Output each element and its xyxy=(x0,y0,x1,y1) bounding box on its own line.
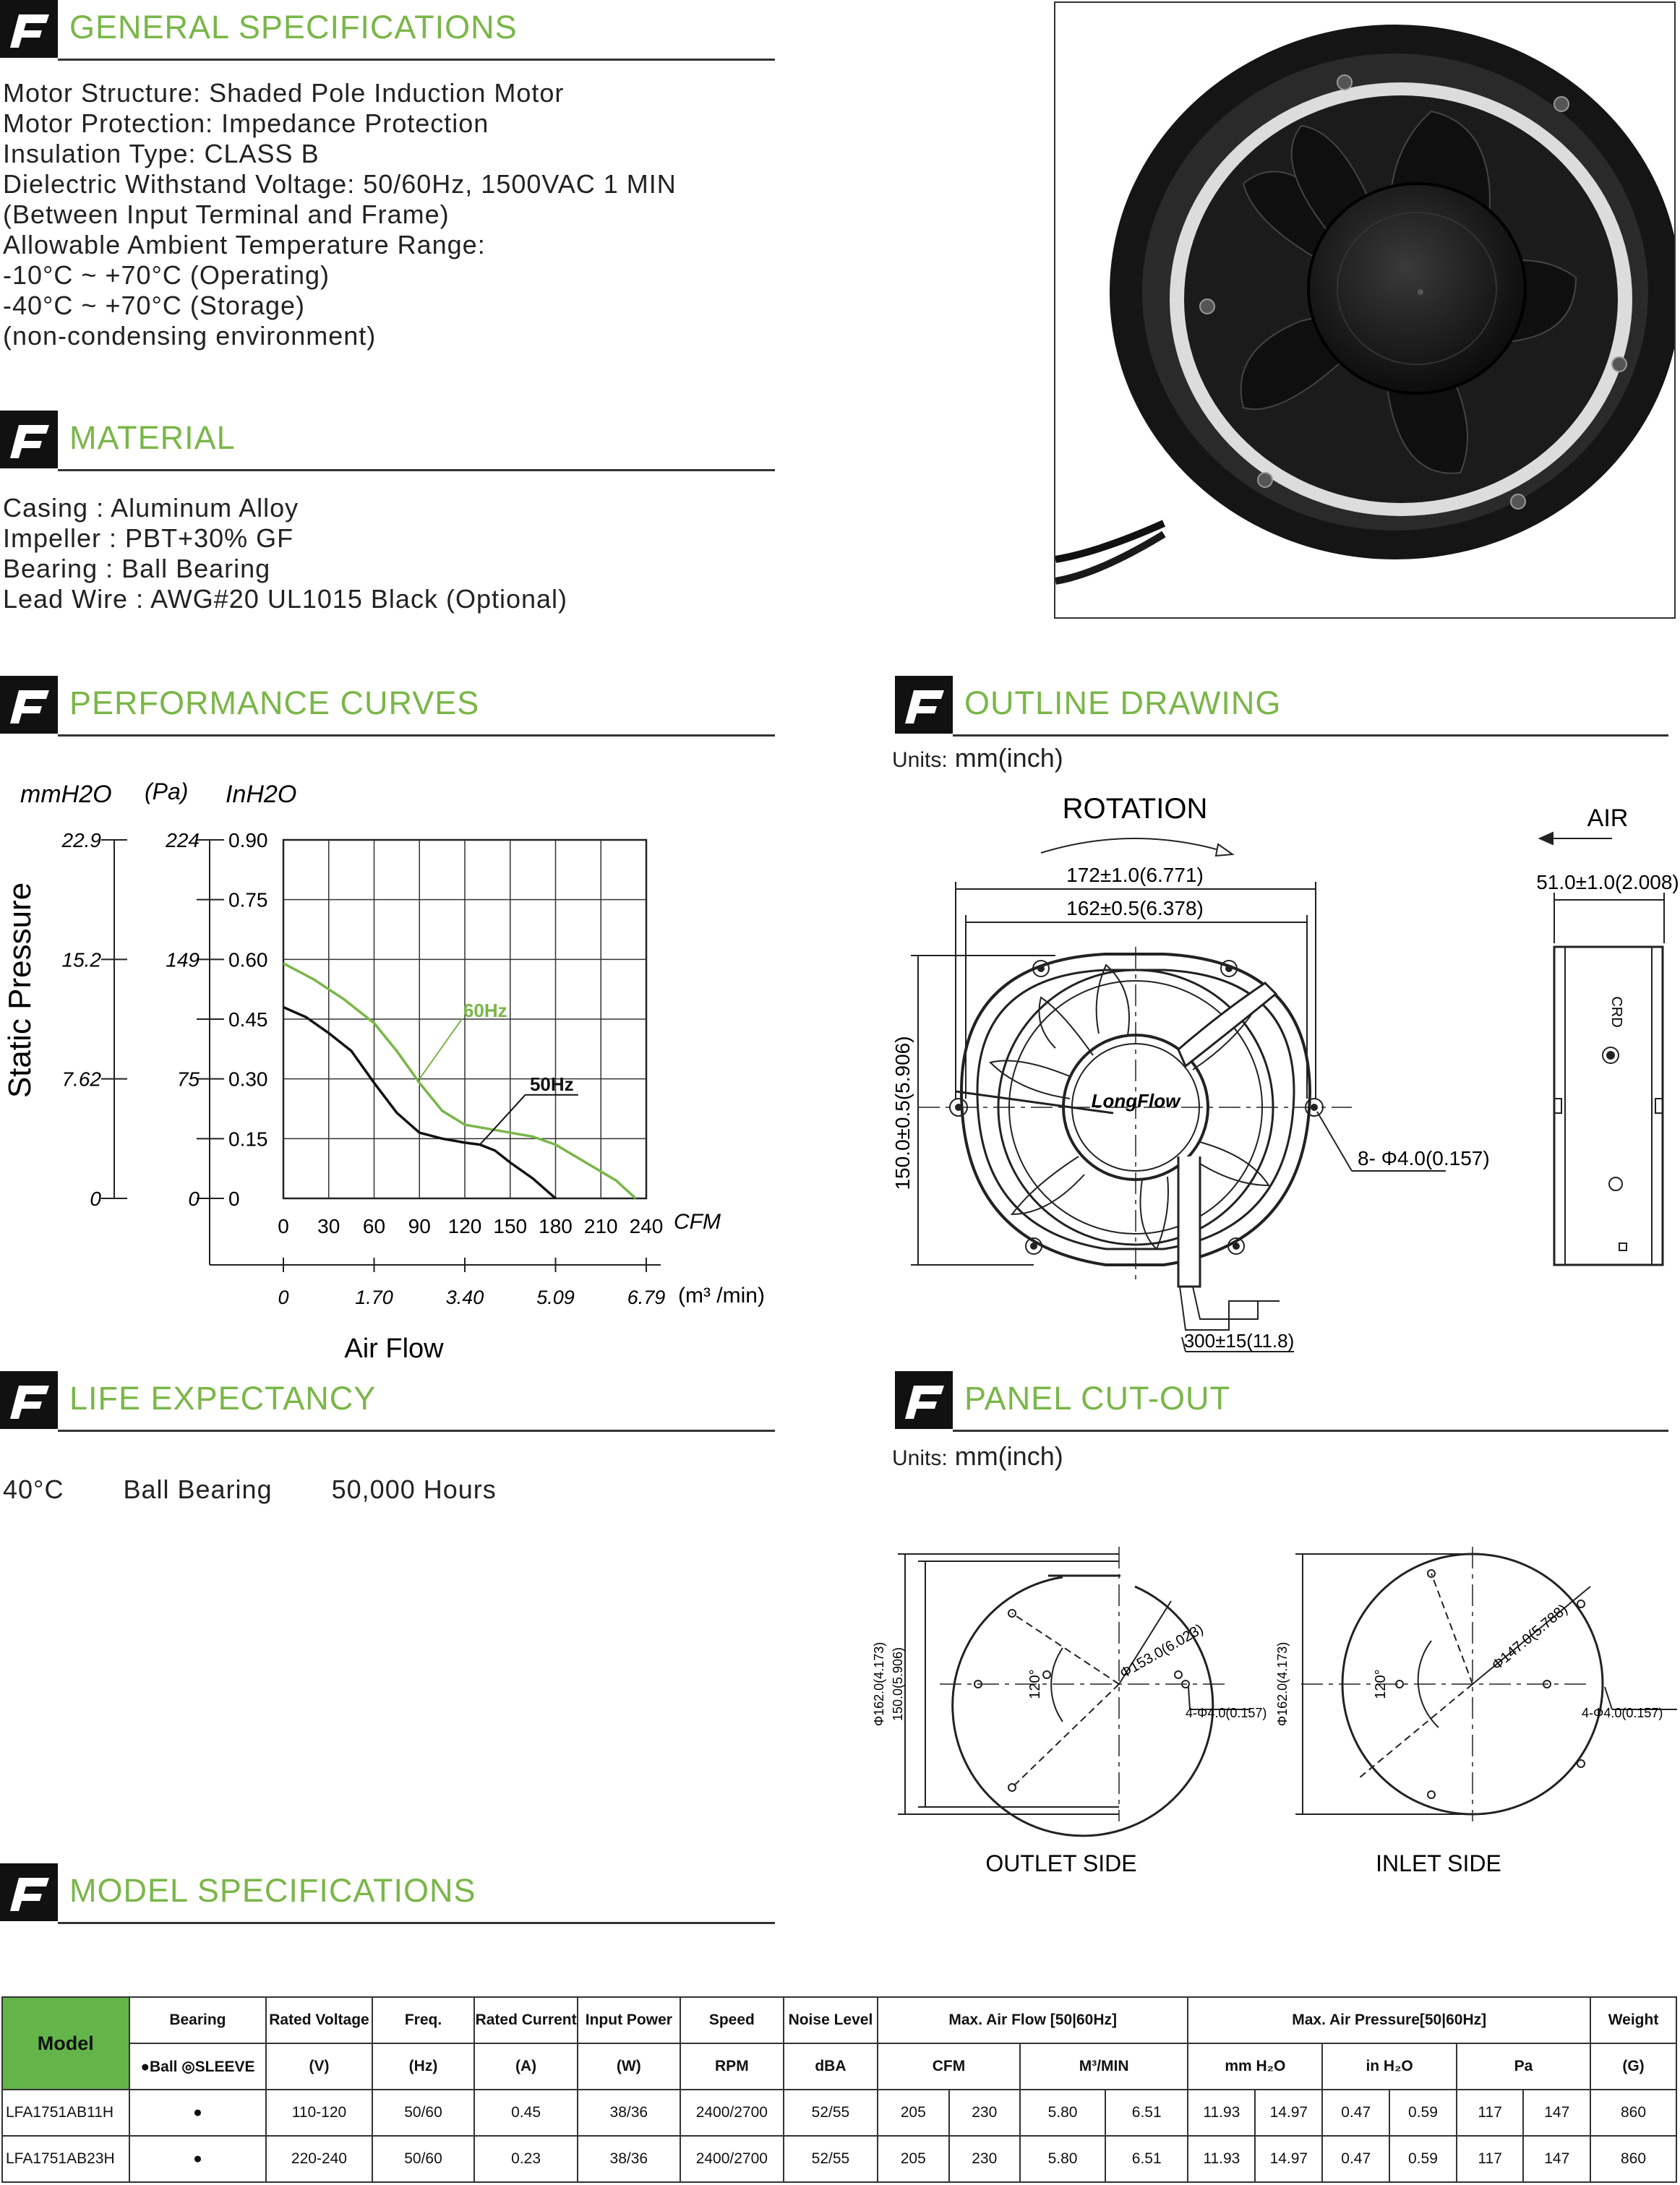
header-freq: Freq. xyxy=(372,1997,475,2043)
y-tick-label-inh2o: 0.30 xyxy=(228,1068,268,1091)
y-tick-label-mmh2o: 0 xyxy=(90,1188,101,1210)
cell-mm-50: 11.93 xyxy=(1188,2090,1255,2136)
subheader-voltage: (V) xyxy=(266,2043,372,2090)
cell-cfm-60: 230 xyxy=(949,2090,1020,2136)
header-flow: Max. Air Flow [50|60Hz] xyxy=(878,1997,1188,2043)
y-tick-label-pa: 75 xyxy=(176,1068,200,1091)
y-tick-label-pa: 224 xyxy=(166,829,200,851)
section-header-material xyxy=(0,411,775,471)
header-current: Rated Current xyxy=(474,1997,577,2043)
cell-freq: 50/60 xyxy=(372,2136,475,2182)
subheader-power: (W) xyxy=(578,2043,680,2090)
divider xyxy=(58,1922,775,1924)
holes-label: 8- Φ4.0(0.157) xyxy=(1358,1147,1490,1169)
subheader-inh2o: in H₂O xyxy=(1322,2043,1457,2090)
brand-logo-icon xyxy=(895,676,953,734)
subheader-mmh2o: mm H₂O xyxy=(1188,2043,1322,2090)
series-line-60Hz xyxy=(283,963,635,1198)
outlet-holes: 4-Φ4.0(0.157) xyxy=(1186,1706,1267,1720)
divider xyxy=(58,734,775,737)
cell-voltage: 110-120 xyxy=(266,2090,372,2136)
dim-162: 162±0.5(6.378) xyxy=(1066,897,1204,919)
header-power: Input Power xyxy=(578,1997,680,2043)
y-tick-label-inh2o: 0 xyxy=(228,1188,240,1210)
spec-line: Motor Structure: Shaded Pole Induction Motor xyxy=(3,78,565,108)
section-title: PANEL CUT-OUT xyxy=(964,1380,1231,1417)
material-line: Casing : Aluminum Alloy xyxy=(3,493,299,523)
section-header-outline xyxy=(895,676,1668,737)
section-title: PERFORMANCE CURVES xyxy=(69,684,480,721)
material-text xyxy=(3,493,567,614)
y-tick-label-inh2o: 0.90 xyxy=(228,829,268,851)
x2-tick-label: 3.40 xyxy=(445,1287,484,1308)
leader-60hz xyxy=(419,1019,462,1079)
table-row xyxy=(2,2090,1676,2136)
air-label: AIR xyxy=(1587,804,1629,832)
subheader-noise: dBA xyxy=(784,2043,878,2090)
cell-noise: 52/55 xyxy=(784,2136,878,2182)
brand-logo-icon xyxy=(0,676,58,734)
x-tick-label: 0 xyxy=(278,1215,289,1237)
y-tick-label-inh2o: 0.45 xyxy=(228,1008,268,1031)
x-tick-label: 240 xyxy=(629,1215,664,1237)
cell-weight: 860 xyxy=(1590,2136,1676,2182)
cell-m3-50: 5.80 xyxy=(1020,2136,1105,2182)
x2-unit: (m³ /min) xyxy=(678,1284,765,1308)
cell-pa-60: 147 xyxy=(1523,2090,1590,2136)
header-noise: Noise Level xyxy=(784,1997,878,2043)
dim-51: 51.0±1.0(2.008) xyxy=(1536,871,1679,893)
section-title: GENERAL SPECIFICATIONS xyxy=(69,9,518,46)
divider xyxy=(953,1430,1668,1432)
cell-weight: 860 xyxy=(1590,2090,1676,2136)
header-voltage: Rated Voltage xyxy=(266,1997,372,2043)
cell-model: LFA1751AB11H xyxy=(2,2090,129,2136)
cell-pa-50: 117 xyxy=(1457,2136,1524,2182)
cell-cfm-50: 205 xyxy=(878,2136,948,2182)
x2-tick-label: 1.70 xyxy=(355,1287,393,1308)
life-hours: 50,000 Hours xyxy=(331,1474,497,1504)
x-tick-label: 30 xyxy=(317,1215,340,1237)
dim-150: 150.0±0.5(5.906) xyxy=(891,1036,914,1190)
section-title: MATERIAL xyxy=(69,419,236,456)
section-header-performance xyxy=(0,676,775,737)
units-label: Units: xyxy=(892,1446,948,1470)
x-tick-label: 60 xyxy=(362,1215,386,1237)
units-label: Units: xyxy=(892,748,948,772)
brand-logo-icon xyxy=(0,411,58,468)
cell-model: LFA1751AB23H xyxy=(2,2136,129,2182)
cell-in-50: 0.47 xyxy=(1322,2136,1389,2182)
outlet-angle: 120° xyxy=(1027,1669,1043,1699)
spec-line: Motor Protection: Impedance Protection xyxy=(3,108,489,138)
spec-line: Dielectric Withstand Voltage: 50/60Hz, 1500VAC 1 MIN xyxy=(3,169,677,199)
subheader-current: (A) xyxy=(474,2043,577,2090)
x-unit-cfm: CFM xyxy=(674,1210,721,1234)
y-tick-label-pa: 149 xyxy=(166,948,200,971)
outlet-d150: 150.0(5.906) xyxy=(891,1647,905,1722)
cell-current: 0.45 xyxy=(474,2090,577,2136)
cell-speed: 2400/2700 xyxy=(680,2136,784,2182)
x2-tick-label: 5.09 xyxy=(536,1287,575,1308)
x-tick-label: 150 xyxy=(493,1215,528,1237)
panel-units xyxy=(892,1441,1063,1472)
product-photo xyxy=(1054,1,1676,619)
subheader-m3min: M³/MIN xyxy=(1020,2043,1188,2090)
cell-m3-60: 6.51 xyxy=(1105,2090,1188,2136)
table-header-row xyxy=(2,1997,1676,2043)
section-header-general xyxy=(0,0,775,61)
y-tick-label-mmh2o: 15.2 xyxy=(61,948,101,971)
fan-illustration xyxy=(1055,3,1674,617)
inlet-holes: 4-Φ4.0(0.157) xyxy=(1582,1706,1663,1720)
material-line: Lead Wire : AWG#20 UL1015 Black (Optional) xyxy=(3,584,568,614)
model-spec-table xyxy=(1,1996,1677,2183)
table-row xyxy=(2,2136,1676,2182)
divider xyxy=(58,1430,775,1432)
inlet-d162: Φ162.0(4.173) xyxy=(1275,1641,1290,1727)
spec-line: (Between Input Terminal and Frame) xyxy=(3,199,450,229)
cell-noise: 52/55 xyxy=(784,2090,878,2136)
cell-voltage: 220-240 xyxy=(266,2136,372,2182)
y-tick-label-inh2o: 0.60 xyxy=(228,948,268,971)
life-temp: 40°C xyxy=(3,1474,64,1504)
header-speed: Speed xyxy=(680,1997,784,2043)
cell-mm-60: 14.97 xyxy=(1255,2136,1322,2182)
y-tick-label-inh2o: 0.75 xyxy=(228,888,268,911)
performance-chart xyxy=(0,766,795,1373)
header-pressure: Max. Air Pressure[50|60Hz] xyxy=(1188,1997,1590,2043)
units-value: mm(inch) xyxy=(954,1441,1063,1471)
table-subheader-row xyxy=(2,2043,1676,2090)
x-axis-label: Air Flow xyxy=(344,1334,444,1364)
x-tick-label: 90 xyxy=(408,1215,431,1237)
section-title: MODEL SPECIFICATIONS xyxy=(69,1872,476,1909)
y-tick-label-pa: 0 xyxy=(188,1188,200,1210)
y-unit-pa: (Pa) xyxy=(145,778,189,804)
inlet-angle: 120° xyxy=(1373,1669,1389,1699)
x2-tick-label: 6.79 xyxy=(627,1287,666,1308)
header-bearing: Bearing xyxy=(129,1997,267,2043)
spec-line: Allowable Ambient Temperature Range: xyxy=(3,230,486,259)
subheader-weight: (G) xyxy=(1590,2043,1676,2090)
cell-speed: 2400/2700 xyxy=(680,2090,784,2136)
subheader-freq: (Hz) xyxy=(372,2043,475,2090)
cell-m3-50: 5.80 xyxy=(1020,2090,1105,2136)
brand-label: LongFlow xyxy=(1091,1090,1180,1112)
header-model: Model xyxy=(2,1997,129,2090)
y-tick-label-mmh2o: 7.62 xyxy=(61,1068,101,1091)
outlet-phi153: Φ153.0(6.023) xyxy=(1117,1620,1207,1682)
divider xyxy=(58,59,775,61)
rotation-label: ROTATION xyxy=(1062,793,1208,825)
outline-drawing xyxy=(889,781,1680,1373)
subheader-bearing: ●Ball ◎SLEEVE xyxy=(129,2043,267,2090)
series-label-60hz: 60Hz xyxy=(463,1000,507,1022)
section-title: OUTLINE DRAWING xyxy=(964,684,1282,721)
cell-freq: 50/60 xyxy=(372,2090,475,2136)
spec-line: Insulation Type: CLASS B xyxy=(3,139,320,168)
cell-pa-60: 147 xyxy=(1523,2136,1590,2182)
divider xyxy=(953,734,1668,737)
cell-cfm-60: 230 xyxy=(949,2136,1020,2182)
lead-wire-label: 300±15(11.8) xyxy=(1183,1330,1295,1352)
material-line: Impeller : PBT+30% GF xyxy=(3,523,294,553)
y-tick-label-mmh2o: 22.9 xyxy=(61,829,101,851)
cell-in-50: 0.47 xyxy=(1322,2090,1389,2136)
dim-172: 172±1.0(6.771) xyxy=(1066,864,1204,886)
outline-units xyxy=(892,743,1063,773)
x-tick-label: 120 xyxy=(447,1215,482,1237)
subheader-cfm: CFM xyxy=(878,2043,1020,2090)
crd-label: CRD xyxy=(1608,996,1624,1028)
section-header-life xyxy=(0,1371,775,1432)
inlet-side-label: INLET SIDE xyxy=(1376,1850,1501,1876)
section-header-model xyxy=(0,1863,775,1924)
section-title: LIFE EXPECTANCY xyxy=(69,1380,377,1417)
divider xyxy=(58,469,775,471)
cell-mm-60: 14.97 xyxy=(1255,2090,1322,2136)
spec-line: -10°C ~ +70°C (Operating) xyxy=(3,260,330,290)
inlet-phi147: Φ147.0(5.788) xyxy=(1488,1601,1571,1674)
cell-mm-50: 11.93 xyxy=(1188,2136,1255,2182)
rotation-arrow-icon xyxy=(1041,838,1229,853)
y-unit-mmh2o: mmH2O xyxy=(20,781,112,808)
cell-power: 38/36 xyxy=(578,2090,680,2136)
outlet-side-label: OUTLET SIDE xyxy=(985,1850,1137,1876)
cell-bearing: ● xyxy=(129,2136,267,2182)
brand-logo-icon xyxy=(0,0,58,58)
cell-bearing: ● xyxy=(129,2090,267,2136)
cell-current: 0.23 xyxy=(474,2136,577,2182)
cell-m3-60: 6.51 xyxy=(1105,2136,1188,2182)
cell-pa-50: 117 xyxy=(1457,2090,1524,2136)
outlet-d162: Φ162.0(4.173) xyxy=(872,1641,886,1727)
life-text xyxy=(3,1474,497,1505)
brand-logo-icon xyxy=(0,1863,58,1921)
subheader-pa: Pa xyxy=(1457,2043,1590,2090)
series-label-50hz: 50Hz xyxy=(529,1073,574,1096)
section-header-panel xyxy=(895,1371,1668,1432)
cell-cfm-50: 205 xyxy=(878,2090,948,2136)
header-weight: Weight xyxy=(1590,1997,1676,2043)
x-tick-label: 210 xyxy=(583,1215,618,1237)
spec-line: -40°C ~ +70°C (Storage) xyxy=(3,291,305,320)
subheader-speed: RPM xyxy=(680,2043,784,2090)
life-bearing: Ball Bearing xyxy=(123,1474,273,1504)
material-line: Bearing : Ball Bearing xyxy=(3,554,271,583)
brand-logo-icon xyxy=(895,1371,953,1429)
panel-cutout-drawing xyxy=(867,1532,1680,1894)
y-axis-label: Static Pressure xyxy=(2,882,38,1099)
cell-power: 38/36 xyxy=(578,2136,680,2182)
y-tick-label-inh2o: 0.15 xyxy=(228,1128,268,1151)
x2-tick-label: 0 xyxy=(278,1287,289,1308)
x-tick-label: 180 xyxy=(539,1215,573,1237)
units-value: mm(inch) xyxy=(954,743,1063,773)
cell-in-60: 0.59 xyxy=(1389,2136,1457,2182)
brand-logo-icon xyxy=(0,1371,58,1429)
spec-line: (non-condensing environment) xyxy=(3,321,377,351)
general-specs-text xyxy=(3,78,677,351)
y-unit-inh2o: InH2O xyxy=(226,781,297,808)
leader-50hz xyxy=(480,1095,526,1145)
cell-in-60: 0.59 xyxy=(1389,2090,1457,2136)
